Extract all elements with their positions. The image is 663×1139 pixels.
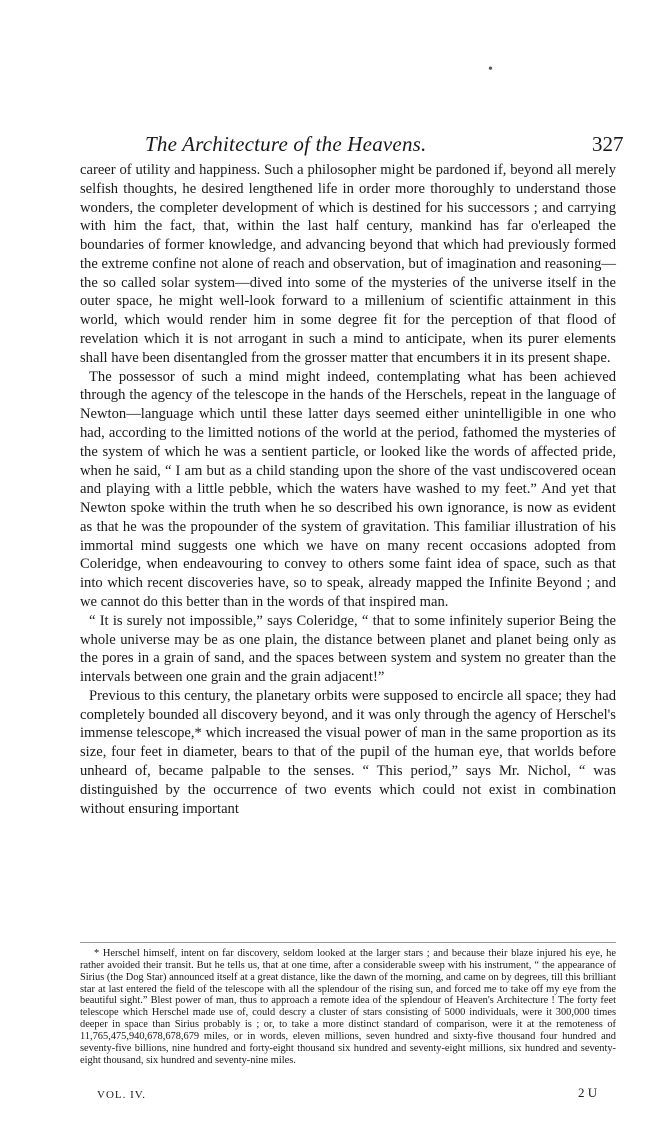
main-text: [80, 161, 616, 818]
sheet-mark: 2 U: [578, 1085, 598, 1100]
page-number: 327: [592, 132, 624, 156]
paragraph: Previous to this century, the planetary orbits were supposed to encircle all space; they had completely bounded all discovery beyond, and it was only through the agency of Herschel's immense telescope,* which increased the visual power of man in the same proportion as its size, four feet in diameter, bears to that of the pupil of the human eye, that worlds before unheard of, became palpable to the senses. “ This period,” says Mr. Nichol, “ was distinguished by the occurrence of two events which could not exist in combination without ensuring important: [80, 687, 616, 817]
volume-signature: VOL. IV.: [97, 1089, 147, 1101]
footnote-rule: [80, 942, 616, 943]
running-head: The Architecture of the Heavens.: [145, 132, 427, 156]
paragraph: “ It is surely not impossible,” says Coleridge, “ that to some infinitely superior Being the whole universe may be as one plain, the distance between planet and planet being only as the pores in a grain of sand, and the spaces between system and system no greater than the intervals between one grain and the grain adjacent!”: [80, 612, 616, 686]
margin-mark: •: [488, 62, 493, 77]
paragraph: The possessor of such a mind might indeed, contemplating what has been achieved through the agency of the telescope in the hands of the Herschels, repeat in the language of Newton—language which until these latter days seemed either unintelligible in one who had, according to the limitted notions of the world at the period, fathomed the mysteries of the system of which he was a sentient particle, or looked like the words of affected pride, when he said, “ I am but as a child standing upon the shore of the vast undiscovered ocean and playing with a little pebble, which the waters have washed to my feet.” And yet that Newton spoke within the truth when he so described his own ignorance, is now as evident as that he was the propounder of the system of gravitation. This familiar illustration of his immortal mind suggests one which we have on many recent occasions adopted from Coleridge, when endeavouring to convey to others some faint idea of space, such as that into which recent discoveries have, so to speak, already mapped the Infinite Beyond ; and we cannot do this better than in the words of that inspired man.: [80, 368, 616, 610]
footnote: * Herschel himself, intent on far discovery, seldom looked at the larger stars ; and because their blaze injured his eye, he rather avoided their transit. But he tells us, that at one time, after a considerable sweep with his instrument, “ the appearance of Sirius (the Dog Star) announced itself at a great distance, like the dawn of the morning, and came on by degrees, till this brilliant star at last entered the field of the telescope with all the splendour of the rising sun, and forced me to take off my eye from the beautiful sight.” Blest power of man, thus to approach a remote idea of the splendour of Heaven's Architecture ! The forty feet telescope which Herschel made use of, could descry a cluster of stars consisting of 5000 individuals, were it 300,000 times deeper in space than Sirius probably is ; or, to take a more distinct standard of comparison, were it at the remoteness of 11,765,475,940,678,678,679 miles, or in words, eleven millions, seven hundred and sixty-five thousand four hundred and seventy-five billions, nine hundred and forty-eight thousand six hundred and seventy-eight millions, six hundred and seventy-eight thousand, six hundred and seventy-nine miles.: [80, 948, 616, 1066]
paragraph: career of utility and happiness. Such a philosopher might be pardoned if, beyond all merely selfish thoughts, he desired lengthened life in order more thoroughly to understand those wonders, the completer development of which is destined for his successors ; and carrying with him the fact, that, within the last half century, mankind has far o'erleaped the boundaries of former knowledge, and advancing beyond that which had previously formed the extreme confine not alone of reach and observation, but of imagination and reasoning—the so called solar system—dived into some of the mysteries of the universe itself in the outer space, he might well-look forward to a millenium of scientific attainment in this world, which would render him in some degree fit for the perception of that flood of revelation which it is not arrogant in such a mind to anticipate, when its purer elements shall have been disentangled from the grosser matter that encumbers it in its present shape.: [80, 162, 616, 366]
